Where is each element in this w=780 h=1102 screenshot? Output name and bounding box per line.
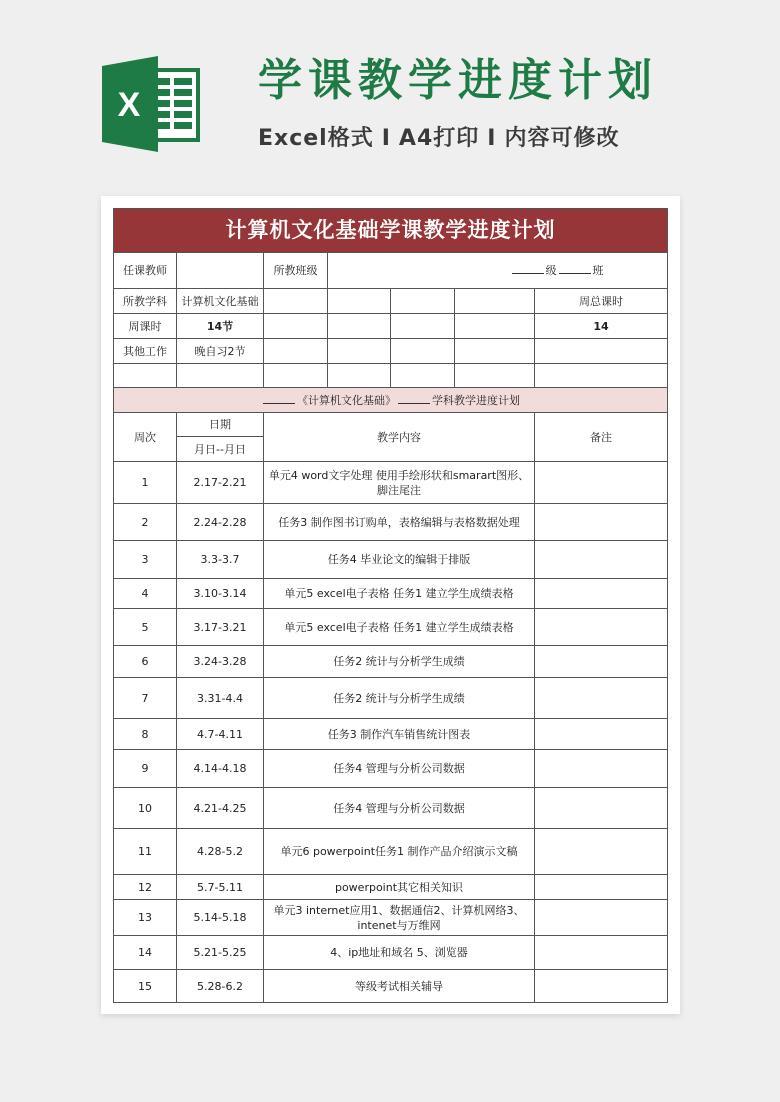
notes-cell[interactable] [535, 970, 668, 1003]
notes-cell[interactable] [535, 875, 668, 900]
table-row [114, 579, 668, 609]
table-row [114, 970, 668, 1003]
week-cell[interactable]: 9 [114, 750, 177, 788]
date-cell[interactable]: 3.24-3.28 [177, 646, 264, 678]
teacher-label: 任课教师 [114, 253, 177, 289]
empty-cell[interactable] [264, 339, 328, 364]
class-suffix: 班 [592, 264, 604, 277]
week-cell[interactable]: 15 [114, 970, 177, 1003]
weekly-total-label: 周总课时 [535, 289, 668, 314]
table-row [114, 719, 668, 750]
week-cell[interactable]: 6 [114, 646, 177, 678]
date-cell[interactable]: 2.24-2.28 [177, 504, 264, 541]
other-work-value[interactable]: 晚自习2节 [177, 339, 264, 364]
notes-cell[interactable] [535, 719, 668, 750]
empty-cell[interactable] [455, 339, 535, 364]
week-cell[interactable]: 1 [114, 462, 177, 504]
date-cell[interactable]: 4.21-4.25 [177, 788, 264, 829]
content-cell[interactable]: 任务4 毕业论文的编辑于排版 [264, 541, 535, 579]
date-cell[interactable]: 2.17-2.21 [177, 462, 264, 504]
notes-cell[interactable] [535, 579, 668, 609]
weekly-hours-value[interactable]: 14节 [177, 314, 264, 339]
empty-cell[interactable] [264, 364, 328, 388]
separator: I [487, 126, 497, 151]
notes-cell[interactable] [535, 646, 668, 678]
empty-cell[interactable] [328, 314, 391, 339]
content-cell[interactable]: 任务4 管理与分析公司数据 [264, 788, 535, 829]
table-row [114, 829, 668, 875]
empty-cell[interactable] [391, 364, 455, 388]
header-date-format: 月日--月日 [177, 437, 264, 462]
date-cell[interactable]: 4.14-4.18 [177, 750, 264, 788]
week-cell[interactable]: 7 [114, 678, 177, 719]
notes-cell[interactable] [535, 750, 668, 788]
header-notes: 备注 [535, 413, 668, 462]
week-cell[interactable]: 3 [114, 541, 177, 579]
date-cell[interactable]: 4.28-5.2 [177, 829, 264, 875]
class-value[interactable] [328, 253, 668, 289]
notes-cell[interactable] [535, 541, 668, 579]
date-cell[interactable]: 3.31-4.4 [177, 678, 264, 719]
grade-suffix: 级 [545, 264, 557, 277]
table-row [114, 788, 668, 829]
plan-subtitle-book: 《计算机文化基础》 [297, 393, 397, 407]
table-row [114, 678, 668, 719]
content-cell[interactable]: 等级考试相关辅导 [264, 970, 535, 1003]
svg-text:X: X [117, 86, 141, 124]
table-row [114, 462, 668, 504]
excel-logo-icon [100, 56, 200, 152]
date-cell[interactable]: 5.14-5.18 [177, 900, 264, 936]
empty-cell[interactable] [177, 364, 264, 388]
empty-cell[interactable] [391, 314, 455, 339]
teacher-value[interactable] [177, 253, 264, 289]
notes-cell[interactable] [535, 462, 668, 504]
notes-cell[interactable] [535, 609, 668, 646]
week-cell[interactable]: 5 [114, 609, 177, 646]
weekly-hours-label: 周课时 [114, 314, 177, 339]
week-cell[interactable]: 4 [114, 579, 177, 609]
class-label: 所教班级 [264, 253, 328, 289]
schedule-sheet [113, 208, 668, 1003]
banner-subtitle-editable: 内容可修改 [504, 126, 620, 151]
content-cell[interactable]: 单元6 powerpoint任务1 制作产品介绍演示文稿 [264, 829, 535, 875]
header-content: 教学内容 [264, 413, 535, 462]
week-cell[interactable]: 2 [114, 504, 177, 541]
banner-subtitle [258, 124, 619, 154]
content-cell[interactable]: 任务3 制作汽车销售统计图表 [264, 719, 535, 750]
notes-cell[interactable] [535, 678, 668, 719]
content-cell[interactable]: 单元3 internet应用1、数据通信2、计算机网络3、intenet与万维网 [264, 900, 535, 936]
header-week: 周次 [114, 413, 177, 462]
table-row [114, 646, 668, 678]
date-cell[interactable]: 5.21-5.25 [177, 936, 264, 970]
content-cell[interactable]: powerpoint其它相关知识 [264, 875, 535, 900]
week-cell[interactable]: 12 [114, 875, 177, 900]
plan-subtitle [114, 388, 668, 413]
week-cell[interactable]: 8 [114, 719, 177, 750]
table-row [114, 900, 668, 936]
content-cell[interactable]: 任务3 制作图书订购单，表格编辑与表格数据处理 [264, 504, 535, 541]
content-cell[interactable]: 4、ip地址和域名 5、浏览器 [264, 936, 535, 970]
date-cell[interactable]: 3.17-3.21 [177, 609, 264, 646]
table-row [114, 609, 668, 646]
other-work-label: 其他工作 [114, 339, 177, 364]
date-cell[interactable]: 3.10-3.14 [177, 579, 264, 609]
table-row [114, 875, 668, 900]
empty-cell[interactable] [455, 314, 535, 339]
date-cell[interactable]: 5.7-5.11 [177, 875, 264, 900]
content-cell[interactable]: 单元5 excel电子表格 任务1 建立学生成绩表格 [264, 579, 535, 609]
date-cell[interactable]: 3.3-3.7 [177, 541, 264, 579]
content-cell[interactable]: 任务4 管理与分析公司数据 [264, 750, 535, 788]
weekly-total-value[interactable]: 14 [535, 314, 668, 339]
empty-cell[interactable] [535, 364, 668, 388]
subject-label: 所教学科 [114, 289, 177, 314]
empty-cell[interactable] [264, 289, 328, 314]
content-cell[interactable]: 任务2 统计与分析学生成绩 [264, 646, 535, 678]
subject-value[interactable]: 计算机文化基础 [177, 289, 264, 314]
week-cell[interactable]: 10 [114, 788, 177, 829]
content-cell[interactable]: 单元4 word文字处理 使用手绘形状和smarart图形、脚注尾注 [264, 462, 535, 504]
table-row [114, 504, 668, 541]
empty-cell[interactable] [455, 289, 535, 314]
banner-subtitle-print: A4打印 [398, 126, 480, 151]
empty-cell[interactable] [455, 364, 535, 388]
notes-cell[interactable] [535, 900, 668, 936]
empty-cell[interactable] [328, 289, 391, 314]
empty-cell[interactable] [328, 364, 391, 388]
table-row [114, 750, 668, 788]
separator: I [381, 126, 391, 151]
sheet-title: 计算机文化基础学课教学进度计划 [114, 209, 668, 253]
empty-cell[interactable] [535, 339, 668, 364]
content-cell[interactable]: 单元5 excel电子表格 任务1 建立学生成绩表格 [264, 609, 535, 646]
date-cell[interactable]: 4.7-4.11 [177, 719, 264, 750]
empty-cell[interactable] [391, 339, 455, 364]
empty-cell[interactable] [391, 289, 455, 314]
notes-cell[interactable] [535, 788, 668, 829]
banner-title: 学课教学进度计划 [258, 55, 658, 106]
date-cell[interactable]: 5.28-6.2 [177, 970, 264, 1003]
empty-cell[interactable] [264, 314, 328, 339]
plan-subtitle-suffix: 学科教学进度计划 [432, 393, 521, 407]
week-cell[interactable]: 13 [114, 900, 177, 936]
notes-cell[interactable] [535, 504, 668, 541]
week-cell[interactable]: 11 [114, 829, 177, 875]
empty-cell[interactable] [328, 339, 391, 364]
schedule-rows [114, 462, 668, 1003]
notes-cell[interactable] [535, 936, 668, 970]
table-row [114, 936, 668, 970]
header-date: 日期 [177, 413, 264, 437]
banner-subtitle-format: Excel格式 [258, 126, 374, 151]
table-row [114, 541, 668, 579]
content-cell[interactable]: 任务2 统计与分析学生成绩 [264, 678, 535, 719]
week-cell[interactable]: 14 [114, 936, 177, 970]
empty-cell[interactable] [114, 364, 177, 388]
notes-cell[interactable] [535, 829, 668, 875]
